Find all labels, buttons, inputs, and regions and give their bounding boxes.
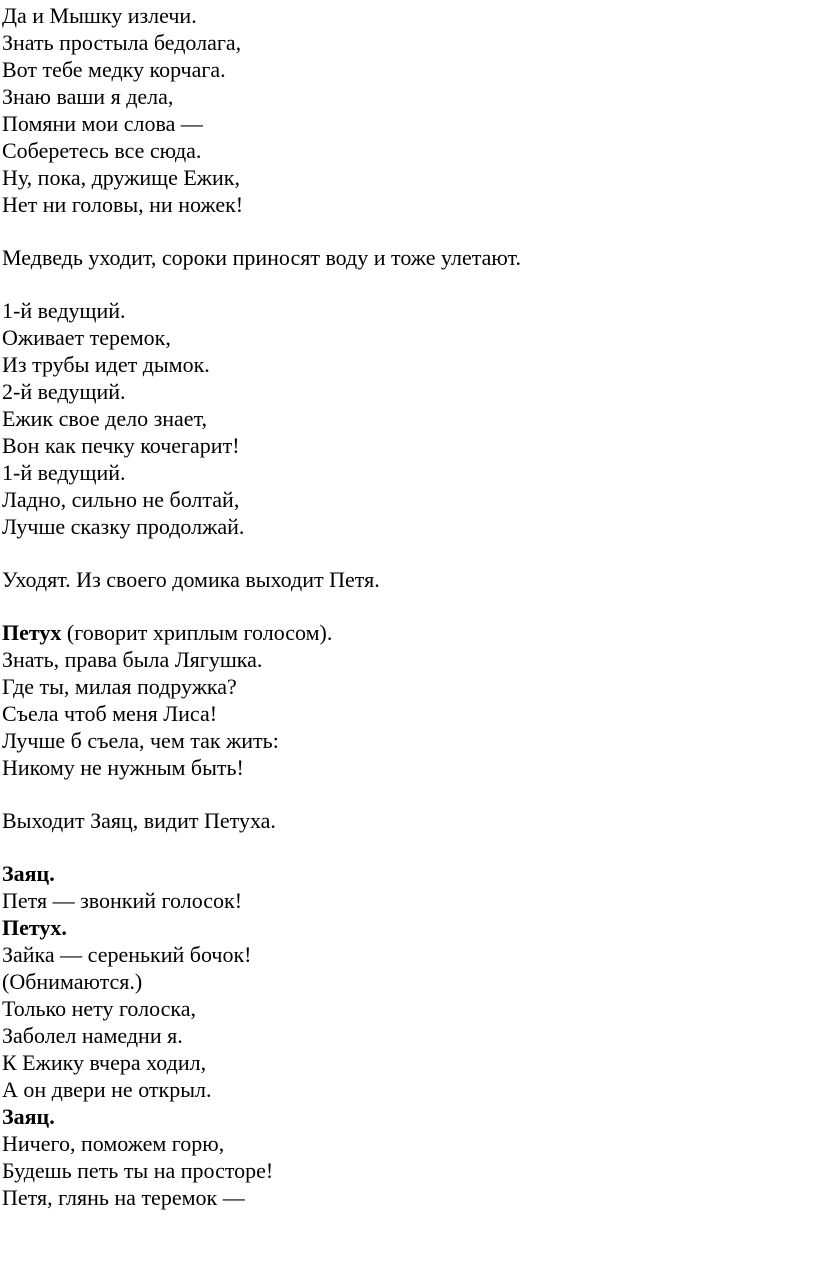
speaker-label: 2-й ведущий. (2, 379, 126, 404)
verse-line: Вон как печку кочегарит! (2, 433, 240, 458)
verse-line: К Ежику вчера ходил, (2, 1050, 207, 1075)
speaker-label: 1-й ведущий. (2, 298, 126, 323)
document-page (2, 2, 814, 1211)
verse-line: Заболел намедни я. (2, 1023, 183, 1048)
paragraph-gap (2, 271, 814, 297)
verse-line: Знаю ваши я дела, (2, 84, 174, 109)
verse-line: Зайка — серенький бочок! (2, 942, 252, 967)
verse-line: Знать простыла бедолага, (2, 30, 242, 55)
paragraph-gap (2, 218, 814, 244)
speaker-note: (говорит хриплым голосом). (61, 620, 333, 645)
verse-line: Ежик свое дело знает, (2, 406, 208, 431)
paragraph-gap (2, 540, 814, 566)
verse-line: Из трубы идет дымок. (2, 352, 210, 377)
verse-line: Лучше б съела, чем так жить: (2, 728, 279, 753)
verse-line: Вот тебе медку корчага. (2, 57, 226, 82)
verse-line: А он двери не открыл. (2, 1077, 212, 1102)
stage-direction: (Обнимаются.) (2, 969, 143, 994)
speaker-name: Заяц. (2, 861, 55, 886)
verse-line: Ничего, поможем горю, (2, 1131, 225, 1156)
verse-line: Будешь петь ты на просторе! (2, 1158, 274, 1183)
verse-line: Съела чтоб меня Лиса! (2, 701, 218, 726)
verse-line: Соберетесь все сюда. (2, 138, 202, 163)
stage-direction: Уходят. Из своего домика выходит Петя. (2, 567, 380, 592)
paragraph-gap (2, 593, 814, 619)
verse-line: Оживает теремок, (2, 325, 171, 350)
verse-line: Помяни мои слова — (2, 111, 203, 136)
verse-line: Ну, пока, дружище Ежик, (2, 165, 240, 190)
verse-line: Никому не нужным быть! (2, 755, 244, 780)
verse-line: Нет ни головы, ни ножек! (2, 192, 244, 217)
speaker-line (2, 619, 814, 646)
verse-line: Ладно, сильно не болтай, (2, 487, 240, 512)
speaker-label: 1-й ведущий. (2, 460, 126, 485)
paragraph-gap (2, 834, 814, 860)
speaker-name: Заяц. (2, 1104, 55, 1129)
paragraph-gap (2, 781, 814, 807)
speaker-name: Петух. (2, 915, 67, 940)
stage-direction: Выходит Заяц, видит Петуха. (2, 808, 276, 833)
verse-line: Знать, права была Лягушка. (2, 647, 263, 672)
verse-line: Только нету голоска, (2, 996, 197, 1021)
verse-line: Где ты, милая подружка? (2, 674, 237, 699)
stage-direction: Медведь уходит, сороки приносят воду и тоже улетают. (2, 245, 521, 270)
verse-line: Петя — звонкий голосок! (2, 888, 243, 913)
speaker-name: Петух (2, 620, 62, 645)
verse-line: Петя, глянь на теремок — (2, 1185, 245, 1210)
verse-line: Лучше сказку продолжай. (2, 514, 245, 539)
verse-line: Да и Мышку излечи. (2, 3, 197, 28)
